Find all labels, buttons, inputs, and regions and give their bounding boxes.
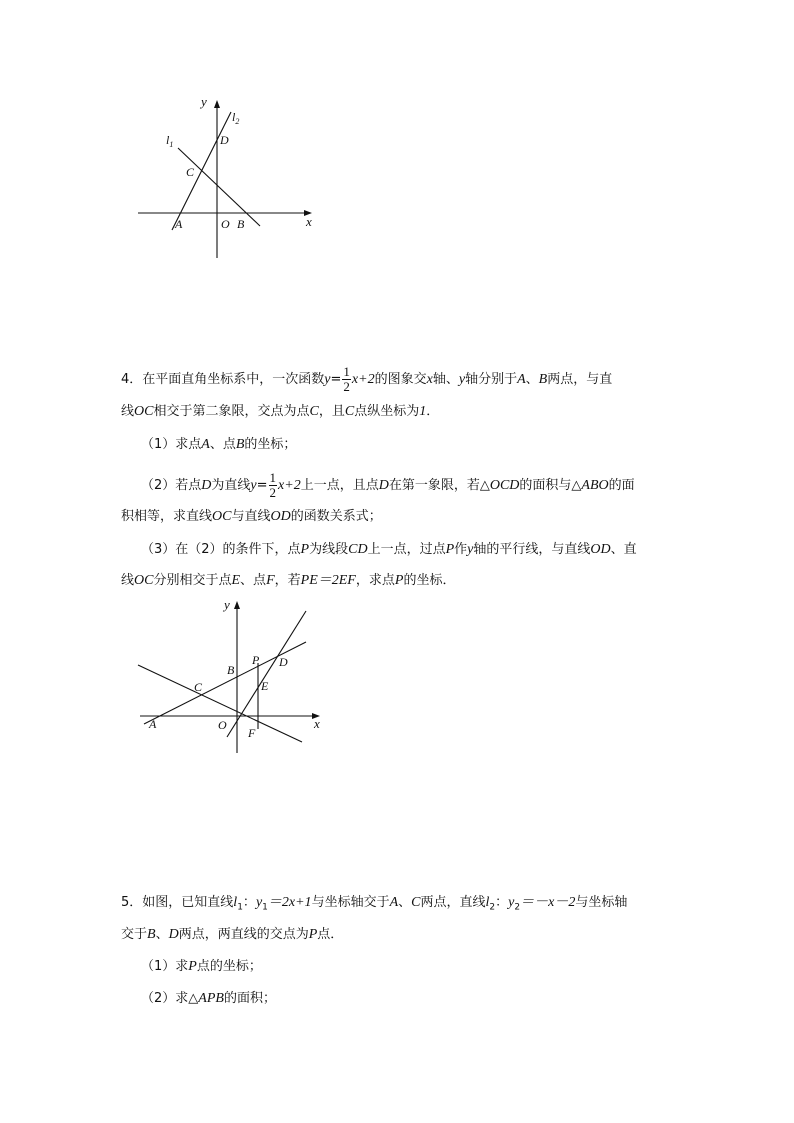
- label-c: C: [186, 165, 195, 179]
- problem-4-question-1: （1）求点A、点B的坐标；: [141, 437, 297, 452]
- fraction-one-half: $\frac{1}{2}$: [343, 364, 350, 394]
- label-e: E: [261, 679, 269, 693]
- label-a: A: [175, 217, 183, 231]
- label-p: P: [252, 653, 260, 667]
- problem-4-line-2: 线OC相交于第二象限，交点为点C，且C点纵坐标为1．: [121, 404, 440, 419]
- problem-4-question-3-line-2: 线OC分别相交于点E、点F，若PE＝2EF，求点P的坐标．: [121, 573, 456, 588]
- problem-4-question-2: （2）若点D为直线y= $\frac{1}{2}$ x+2上一点，且点D在第一象限，若△OCD的面积与△ABO的面: [141, 470, 635, 500]
- label-o: O: [221, 217, 230, 231]
- problem-5-line-2: 交于B、D两点，两直线的交点为P点．: [121, 927, 344, 942]
- label-c: C: [194, 680, 203, 694]
- line-od: [227, 611, 306, 737]
- label-d: D: [279, 655, 288, 669]
- problem-4-question-3: （3）在（2）的条件下，点P为线段CD上一点，过点P作y轴的平行线，与直线OD、直: [141, 542, 637, 557]
- label-x: x: [306, 214, 312, 229]
- figure-2: [130, 595, 340, 760]
- label-d: D: [220, 133, 229, 147]
- label-y: y: [224, 597, 230, 612]
- label-l1: $l_1$: [166, 133, 174, 149]
- problem-5-question-1: （1）求P点的坐标；: [141, 959, 262, 974]
- label-a: A: [149, 717, 157, 731]
- fraction-one-half-2: $\frac{1}{2}$: [269, 470, 277, 500]
- problem-4-question-2-line-2: 积相等，求直线OC与直线OD的函数关系式；: [121, 509, 382, 524]
- label-y: y: [201, 94, 207, 109]
- label-b: B: [237, 217, 245, 231]
- problem-5-question-2: （2）求△APB的面积；: [141, 991, 276, 1006]
- label-l2: $l_2$: [232, 110, 240, 126]
- label-o: O: [218, 718, 227, 732]
- label-f: F: [248, 726, 256, 740]
- problem-4-line-1: 4．在平面直角坐标系中，一次函数y= $\frac{1}{2}$ x+2的图象交x轴、y轴分别于A、B两点，与直: [121, 364, 613, 394]
- figure-1: [130, 90, 330, 265]
- label-x: x: [314, 716, 320, 731]
- label-b: B: [227, 663, 235, 677]
- y-axis-arrow: [214, 100, 220, 108]
- problem-5-line-1: 5．如图，已知直线$l_1$：$y_1=2x+1$与坐标轴交于A、C两点，直线$l_2$：$y_2=-x-2$与坐标轴: [121, 895, 628, 913]
- y-axis-arrow: [234, 601, 240, 609]
- line-l1: [178, 148, 260, 226]
